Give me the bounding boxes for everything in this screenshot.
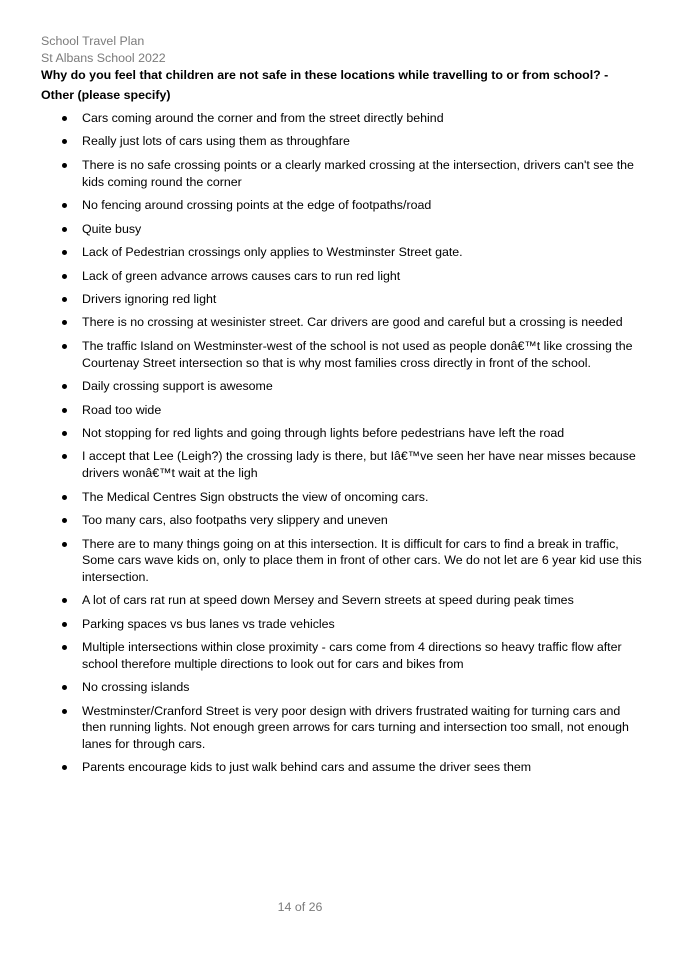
list-item — [0, 157, 675, 190]
bullet-icon — [62, 250, 67, 255]
list-item — [0, 489, 675, 506]
bullet-icon — [62, 227, 67, 232]
list-item-text: Westminster/Cranford Street is very poor design with drivers frustrated waiting for turning cars and then running lights. Not enough green arrows for cars turning and intersection too small, not enough lanes for through cars. — [82, 703, 629, 751]
list-item — [0, 616, 675, 633]
header-subtitle: St Albans School 2022 — [41, 50, 166, 65]
bullet-icon — [62, 344, 67, 349]
bullet-icon — [62, 320, 67, 325]
list-item-text: There is no safe crossing points or a clearly marked crossing at the intersection, drivers can't see the kids coming round the corner — [82, 157, 634, 189]
list-item-text: I accept that Lee (Leigh?) the crossing lady is there, but Iâ€™ve seen her have near misses because drivers wonâ€™t wait at the ligh — [82, 449, 636, 481]
list-item-text: Not stopping for red lights and going through lights before pedestrians have left the road — [82, 426, 565, 440]
list-item — [0, 448, 675, 481]
bullet-icon — [62, 622, 67, 627]
list-item-text: There is no crossing at wesinister street. Car drivers are good and careful but a crossing is needed — [82, 315, 623, 330]
bullet-icon — [62, 297, 67, 302]
list-item — [0, 639, 675, 672]
list-item-text: There are to many things going on at this intersection. It is difficult for cars to find a break in traffic, Some cars wave kids on, only to place them in front of other cars. We do not let are 6 year kid use this intersection. — [82, 536, 642, 584]
list-item — [0, 197, 675, 214]
question-heading: Why do you feel that children are not safe in these locations while travelling to or from school? - Other (please specify) — [41, 68, 609, 102]
bullet-icon — [62, 495, 67, 500]
list-item-text: Too many cars, also footpaths very slippery and uneven — [82, 513, 388, 528]
bullet-icon — [62, 408, 67, 413]
list-item-text: Parking spaces vs bus lanes vs trade vehicles — [82, 616, 335, 631]
bullet-icon — [62, 274, 67, 279]
bullet-icon — [62, 685, 67, 690]
list-item-text: Parents encourage kids to just walk behind cars and assume the driver sees them — [82, 760, 532, 775]
list-item-text: Drivers ignoring red light — [82, 291, 217, 306]
header-title: School Travel Plan — [41, 34, 145, 48]
list-item — [0, 402, 675, 419]
list-item-text: No fencing around crossing points at the edge of footpaths/road — [82, 198, 432, 213]
bullet-icon — [62, 542, 67, 547]
bullet-icon — [62, 454, 67, 459]
list-item — [0, 512, 675, 529]
list-item — [0, 314, 675, 331]
bullet-icon — [62, 116, 67, 121]
list-item-text: Quite busy — [82, 221, 142, 236]
list-item — [0, 268, 675, 285]
bullet-icon — [62, 598, 67, 603]
bullet-icon — [62, 384, 67, 389]
list-item-text: Really just lots of cars using them as throughfare — [82, 134, 350, 149]
list-item — [0, 536, 675, 586]
list-item — [0, 221, 675, 238]
list-item — [0, 378, 675, 395]
list-item — [0, 425, 675, 442]
list-item — [0, 759, 675, 776]
list-item-text: A lot of cars rat run at speed down Mersey and Severn streets at speed during peak times — [82, 593, 574, 608]
list-item — [0, 703, 675, 753]
list-item-text: Daily crossing support is awesome — [82, 379, 273, 394]
list-item-text: Lack of Pedestrian crossings only applies to Westminster Street gate. — [82, 245, 463, 260]
list-item-text: Cars coming around the corner and from the street directly behind — [82, 111, 444, 125]
list-item — [0, 244, 675, 261]
list-item-text: Road too wide — [82, 402, 162, 417]
list-item — [0, 291, 675, 308]
bullet-icon — [62, 709, 67, 714]
list-item — [0, 679, 675, 696]
bullet-icon — [62, 765, 67, 770]
list-item-text: The Medical Centres Sign obstructs the view of oncoming cars. — [82, 489, 429, 504]
list-item-text: Multiple intersections within close proximity - cars come from 4 directions so heavy traffic flow after school therefore multiple directions to look out for cars and bikes from — [82, 640, 622, 671]
list-item — [0, 338, 675, 371]
bullet-icon — [62, 139, 67, 144]
answer-list — [0, 110, 675, 783]
bullet-icon — [62, 518, 67, 523]
page-number: 14 of 26 — [277, 900, 323, 914]
page-header — [41, 33, 166, 66]
bullet-icon — [62, 645, 67, 650]
list-item — [0, 133, 675, 150]
list-item — [0, 592, 675, 609]
list-item-text: Lack of green advance arrows causes cars to run red light — [82, 268, 401, 283]
bullet-icon — [62, 163, 67, 168]
list-item — [0, 110, 675, 127]
bullet-icon — [62, 431, 67, 436]
list-item-text: The traffic Island on Westminster-west of the school is not used as people donâ€™t like crossing the Courtenay Street intersection so that is why most families cross directly in front of the school. — [82, 338, 633, 370]
list-item-text: No crossing islands — [82, 680, 190, 695]
bullet-icon — [62, 203, 67, 208]
